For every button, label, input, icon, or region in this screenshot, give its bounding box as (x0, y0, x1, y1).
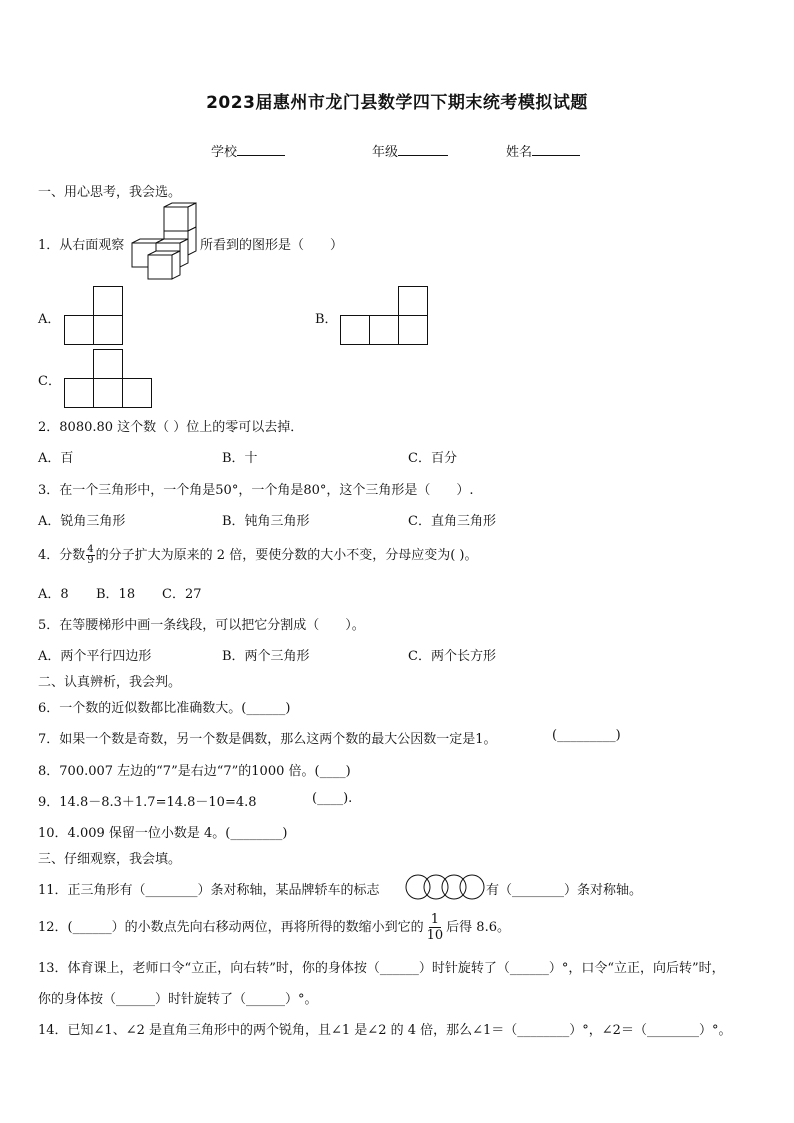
question-7: 7．如果一个数是奇数，另一个数是偶数，那么这两个数的最大公因数一定是1。 (38, 732, 497, 747)
question-1 (38, 234, 124, 253)
q1-number: 1． (38, 238, 60, 253)
q2-option-c[interactable]: C．百分 (408, 451, 457, 466)
q5-option-c[interactable]: C．两个长方形 (408, 649, 496, 664)
question-12 (38, 912, 510, 943)
q12-fraction-denominator: 10 (426, 928, 444, 943)
grade-field[interactable] (372, 141, 448, 160)
question-6: 6．一个数的近似数都比准确数大。(______) (38, 701, 291, 716)
q12-fraction (427, 912, 444, 943)
q1-option-a-figure[interactable] (64, 286, 124, 346)
cube-stack-figure (128, 203, 200, 283)
q9-answer-blank[interactable]: (____). (312, 791, 353, 806)
q4-option-b[interactable]: B．18 (96, 587, 136, 602)
q3-option-b[interactable]: B．钝角三角形 (222, 514, 310, 529)
question-13-line-2: 你的身体按（______）时针旋转了（______）°。 (38, 992, 318, 1007)
name-label: 姓名 (506, 145, 533, 160)
q4-text-pre: 4．分数 (38, 548, 86, 563)
page-title: 2023届惠州市龙门县数学四下期末统考模拟试题 (206, 93, 588, 113)
question-2: 2．8080.80 这个数（ ）位上的零可以去掉． (38, 420, 304, 435)
question-14: 14．已知∠1、∠2 是直角三角形中的两个锐角，且∠1 是∠2 的 4 倍，那么∠1＝（________）°，∠2＝（________）°。 (38, 1023, 732, 1038)
question-13-line-1: 13．体育课上，老师口令“立正，向右转”时，你的身体按（______）时针旋转了（______）°，口令“立正，向后转”时， (38, 961, 725, 976)
q1-text-post: 所看到的图形是（ ） (200, 238, 344, 253)
question-10: 10．4.009 保留一位小数是 4。(________) (38, 826, 288, 841)
section-3-heading: 三、仔细观察，我会填。 (38, 852, 182, 867)
question-9: 9．14.8－8.3＋1.7=14.8－10=4.8 (38, 795, 257, 810)
name-field[interactable] (506, 141, 580, 160)
q1-option-c-figure[interactable] (64, 349, 154, 409)
q5-option-a[interactable]: A．两个平行四边形 (38, 649, 152, 664)
question-8: 8．700.007 左边的“7”是右边“7”的1000 倍。(____) (38, 764, 351, 779)
q12-text-post: 后得 8.6。 (446, 920, 510, 935)
school-field[interactable] (211, 141, 285, 160)
section-2-heading: 二、认真辨析，我会判。 (38, 675, 182, 690)
question-4 (38, 544, 477, 566)
q1-option-b-figure[interactable] (340, 286, 430, 346)
q1-text-pre: 从右面观察 (59, 238, 125, 253)
q1-option-b-label[interactable]: B． (315, 312, 338, 327)
q4-option-c[interactable]: C．27 (162, 587, 202, 602)
q2-option-a[interactable]: A．百 (38, 451, 74, 466)
q1-option-a-label[interactable]: A． (38, 312, 61, 327)
q2-option-b[interactable]: B．十 (222, 451, 258, 466)
q4-fraction-denominator: 9 (87, 555, 94, 566)
school-label: 学校 (211, 145, 238, 160)
question-5: 5．在等腰梯形中画一条线段，可以把它分割成（ ）。 (38, 618, 365, 633)
question-11-post: 有（________）条对称轴。 (486, 883, 643, 898)
q7-answer-blank[interactable]: (_________) (552, 728, 621, 743)
question-3: 3．在一个三角形中，一个角是50°，一个角是80°，这个三角形是（ ）. (38, 483, 474, 498)
q4-fraction-numerator: 4 (87, 544, 94, 555)
q5-option-b[interactable]: B．两个三角形 (222, 649, 310, 664)
question-11-pre: 11．正三角形有（________）条对称轴，某品牌轿车的标志 (38, 883, 380, 898)
section-1-heading: 一、用心思考，我会选。 (38, 185, 182, 200)
q12-fraction-numerator: 1 (430, 912, 440, 927)
q12-text-pre: 12．(______）的小数点先向右移动两位，再将所得的数缩小到它的 (38, 920, 424, 935)
grade-label: 年级 (372, 145, 399, 160)
q4-fraction (86, 545, 94, 566)
q3-option-c[interactable]: C．直角三角形 (408, 514, 496, 529)
q4-option-a[interactable]: A．8 (38, 587, 69, 602)
car-logo-rings-icon (404, 873, 486, 901)
q1-option-c-label[interactable]: C． (38, 374, 61, 389)
q3-option-a[interactable]: A．锐角三角形 (38, 514, 126, 529)
q4-text-post: 的分子扩大为原来的 2 倍，要使分数的大小不变，分母应变为( )。 (95, 548, 478, 563)
